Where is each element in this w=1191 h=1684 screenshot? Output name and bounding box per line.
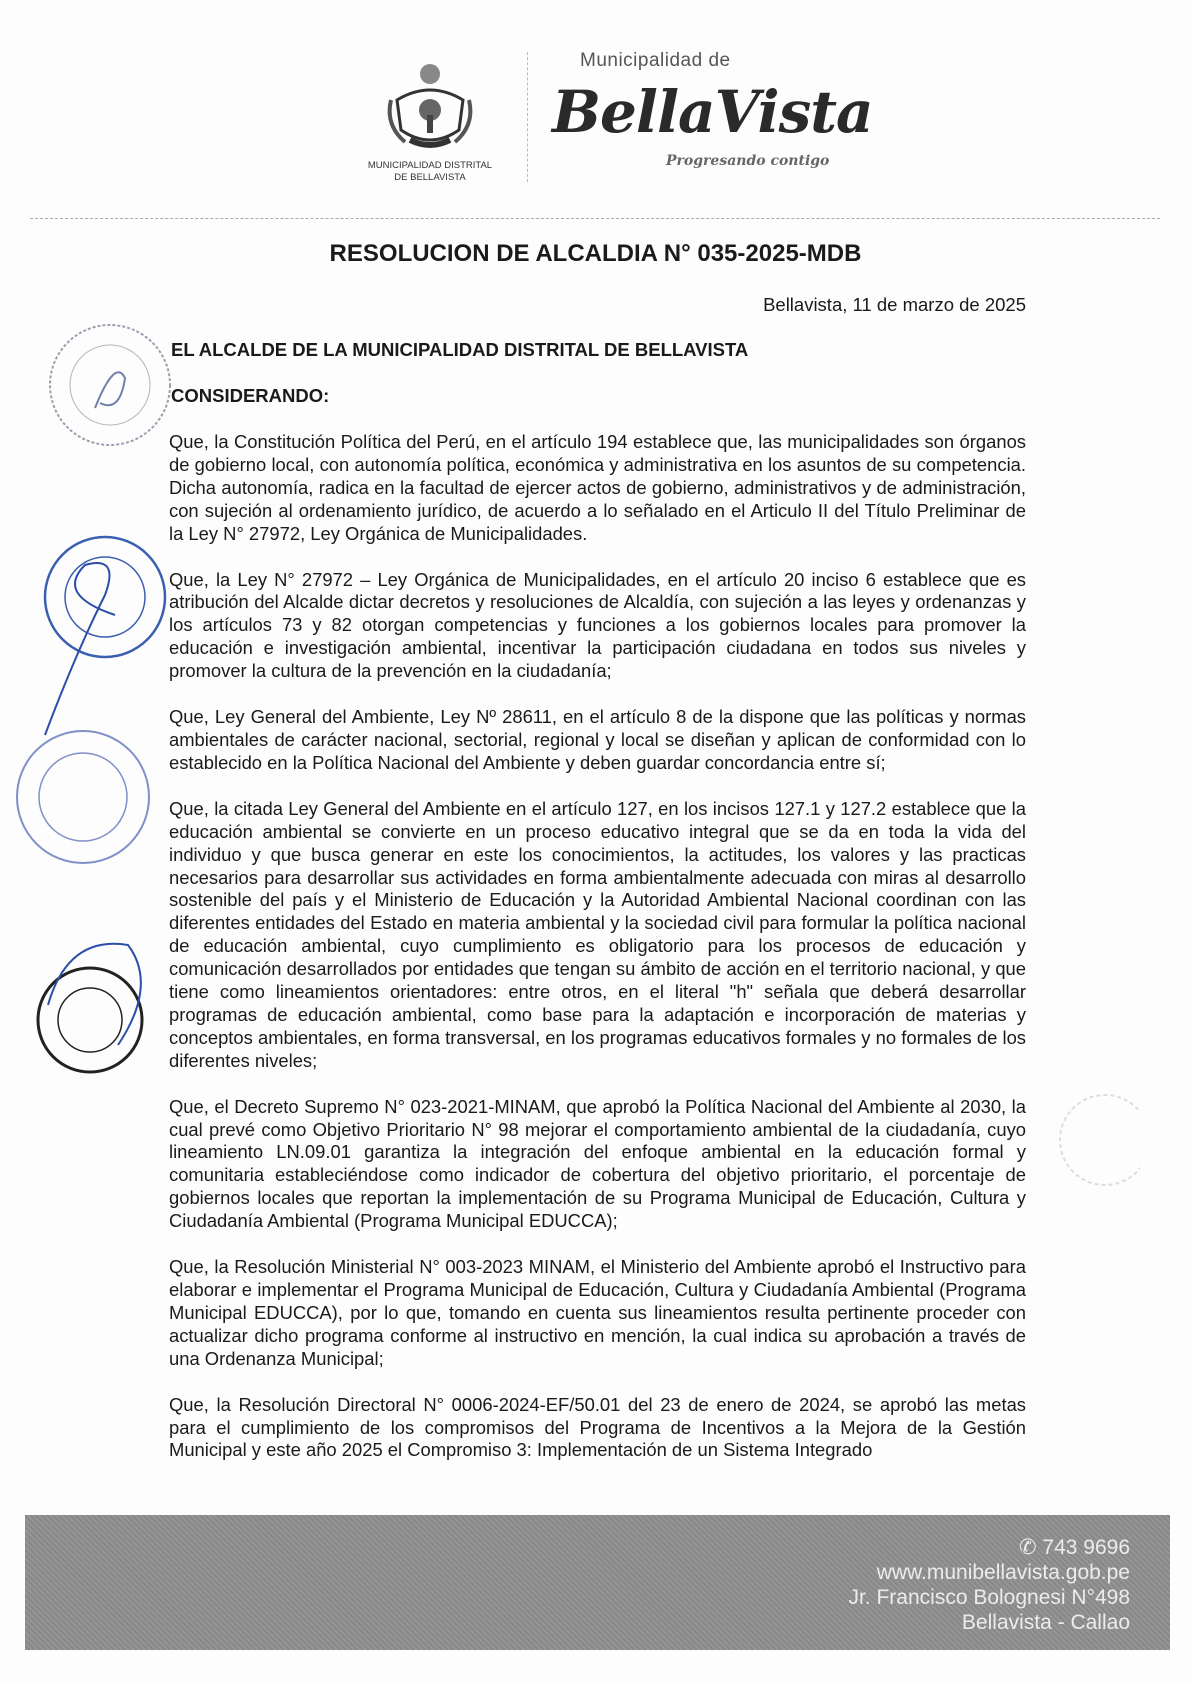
alcaldia-stamp [40,318,180,453]
header-divider [527,52,528,182]
paragraph: Que, la Ley N° 27972 – Ley Orgánica de Municipalidades, en el artículo 20 inciso 6 establece que es atribución del Alcalde dictar decretos y resoluciones de Alcaldía, con sujeción a las leyes y ordenanzas y los artículos 73 y 82 otorgan competencias y funciones a los gobiernos locales para promover la educación e investigación ambiental, incentivar la participación ciudadana en todos sus niveles y promover la cultura de la prevención en la ciudadanía; [169,568,1026,682]
brand-slogan: Progresando contigo [666,153,830,169]
addressee-heading: EL ALCALDE DE LA MUNICIPALIDAD DISTRITAL DE BELLAVISTA [171,339,749,360]
crest-caption-line: DE BELLAVISTA [394,172,466,183]
footer-phone [848,1535,1130,1560]
document-body [169,431,1026,1485]
header-rule [30,218,1160,219]
secretaria-general-stamp [5,725,165,870]
paragraph: Que, el Decreto Supremo N° 023-2021-MINAM, que aprobó la Política Nacional del Ambiente al 2030, la cual prevé como Objetivo Prioritario N° 98 mejorar el comportamiento ambiental de la ciudadanía, cuyo lineamiento LN.09.01 garantiza la integración del enfoque ambiental en la educación formal y comunitaria estableciéndose como indicador de cobertura del objetivo prioritario, el porcentaje de gobiernos locales que reportan la implementación de su Programa Municipal de Educación, Cultura y Ciudadanía Ambiental (Programa Municipal EDUCCA); [169,1095,1026,1232]
planeamiento-stamp [28,925,153,1075]
crest-caption-line: MUNICIPALIDAD DISTRITAL [367,160,493,171]
footer-website: www.munibellavista.gob.pe [876,1561,1130,1584]
phone-icon: ✆ [1018,1536,1043,1559]
faint-stamp [1050,1085,1140,1195]
paragraph: Que, la Resolución Ministerial N° 003-2023 MINAM, el Ministerio del Ambiente aprobó el Instructivo para elaborar e implementar el Programa Municipal de Educación, Cultura y Ciudadanía Ambiental (Programa Municipal EDUCCA), por lo que, tomando en cuenta sus lineamientos resulta pertinente proceder con actualizar dicho programa conforme al instructivo en mención, la cual indica su aprobación a través de una Ordenanza Municipal; [169,1256,1026,1369]
paragraph: Que, Ley General del Ambiente, Ley Nº 28611, en el artículo 8 de la dispone que las políticas y normas ambientales de carácter nacional, sectorial, regional y local se diseñan y aplican de conformidad con lo establecido en la Política Nacional del Ambiente y deben guardar concordancia entre sí; [169,706,1026,773]
phone-number: 743 9696 [1042,1536,1130,1559]
section-heading: CONSIDERANDO: [171,385,330,406]
brand-logo-text: BellaVista [552,78,873,146]
paragraph: Que, la Constitución Política del Perú, en el artículo 194 establece que, las municipalidades son órganos de gobierno local, con autonomía política, económica y administrativa en los asuntos de su competencia. Dicha autonomía, radica en la facultad de ejercer actos de gobierno, administrativos y de administración, con sujeción al ordenamiento jurídico, de acuerdo a lo señalado en el Articulo II del Título Preliminar de la Ley N° 27972, Ley Orgánica de Municipalidades. [169,431,1026,544]
footer-address: Jr. Francisco Bolognesi N°498 [848,1586,1130,1609]
paragraph: Que, la citada Ley General del Ambiente en el artículo 127, en los incisos 127.1 y 127.2 establece que la educación ambiental se convierte en un proceso educativo integral que se da en toda la vida del individuo y que busca generar en este los conocimientos, la actitudes, los valores y las practicas necesarios para desarrollar sus actividades en forma ambientalmente adecuada con miras al desarrollo sostenible del país y el Ministerio de Educación y la Autoridad Ambiental Nacional coordinan con las diferentes entidades del Estado en materia ambiental y la sociedad civil para formular la política nacional de educación ambiental, cuyo cumplimiento es obligatorio para los procesos de educación y comunicación desarrollados por entidades que tengan su ámbito de acción en el territorio nacional, y que tiene como lineamientos orientadores: entre otros, en el literal "h" señala que deberá desarrollar programas de educación ambiental, como base para la adaptación e incorporación de materias y conceptos ambientales, en forma transversal, en los programas educativos formales y no formales de los diferentes niveles; [169,797,1026,1071]
paragraph: Que, la Resolución Directoral N° 0006-2024-EF/50.01 del 23 de enero de 2024, se aprobó las metas para el cumplimiento de los compromisos del Programa de Incentivos a la Mejora de la Gestión Municipal y este año 2025 el Compromiso 3: Implementación de un Sistema Integrado [169,1393,1026,1461]
gerencia-general-stamp [25,535,175,745]
footer-contact [848,1535,1130,1635]
footer-band [25,1515,1170,1650]
document-date: Bellavista, 11 de marzo de 2025 [763,294,1026,315]
brand-prefix: Municipalidad de [580,50,731,71]
resolution-title: RESOLUCION DE ALCALDIA N° 035-2025-MDB [329,240,862,267]
municipal-crest-logo [385,60,475,152]
footer-district: Bellavista - Callao [961,1611,1130,1634]
crest-caption [355,160,505,184]
